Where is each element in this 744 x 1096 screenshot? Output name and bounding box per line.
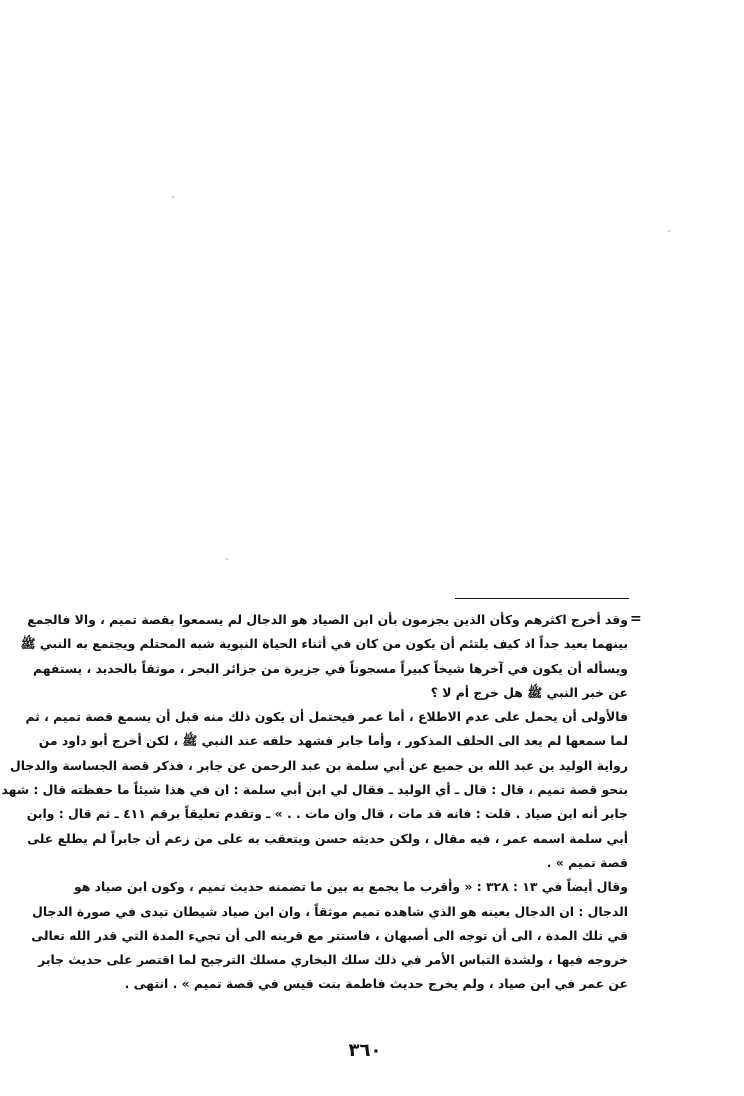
footnote-line: بينهما بعيد جداً اذ كيف يلتئم أن يكون من كان في أثناء الحياة النبوية شبه المحتلم ويجتمع به النبي ﷺ	[20, 636, 628, 652]
scan-speck	[668, 230, 670, 232]
footnote-line: قصة تميم » .	[546, 854, 628, 870]
footnote-line: فالأولى أن يحمل على عدم الاطلاع ، أما عمر فيحتمل أن يكون ذلك منه قبل أن يسمع قصة تميم ، ثم	[25, 709, 628, 725]
footnote-continuation-mark: =	[630, 611, 642, 627]
footnote-line: عن عمر في ابن صياد ، ولم يخرج حديث فاطمة بنت قيس في قصة تميم » . انتهى .	[124, 976, 628, 992]
page-number: ٣٦٠	[348, 1040, 382, 1061]
footnote-line: عن خبر النبي ﷺ هل خرج أم لا ؟	[430, 684, 628, 700]
footnote-separator	[455, 598, 629, 599]
scan-speck	[226, 558, 228, 560]
footnote-line: بنحو قصة تميم ، قال : قال ـ أي الوليد ـ فقال لي ابن أبي سلمة : ان في هذا شيئاً ما حفظته قال : شهد	[1, 782, 628, 798]
footnote-line: رواية الوليد بن عبد الله بن جميع عن أبي سلمة بن عبد الرحمن عن جابر ، فذكر قصة الجساسة والدجال	[9, 757, 628, 773]
footnote-line: جابر أنه ابن صياد . قلت : فانه قد مات ، قال وان مات . . » ـ وتقدم تعليقاً برقم ٤١١ ـ ثم قال : وابن	[26, 806, 628, 822]
footnote-line: وقد أخرج اكثرهم وكأن الذين يجزمون بأن ابن الصياد هو الدجال لم يسمعوا بقصة تميم ، والا فالجمع	[27, 612, 628, 627]
footnote-line: خروجه فيها ، ولشدة التباس الأمر في ذلك سلك البخاري مسلك الترجيح لما اقتصر على حديث جابر	[38, 952, 628, 968]
footnote-line: في تلك المدة ، الى أن توجه الى أصبهان ، فاستتر مع قرينه الى أن تجيء المدة التي قدر الله تعالى	[31, 927, 628, 943]
footnote-line: لما سمعها لم يعد الى الحلف المذكور ، وأما جابر فشهد حلفه عند النبي ﷺ ، لكن أخرج أبو داود من	[38, 733, 628, 749]
scan-speck	[172, 196, 174, 198]
footnote-line: الدجال : ان الدجال بعينه هو الذي شاهده تميم موثقاً ، وان ابن صياد شيطان تبدى في صورة الدجال	[32, 903, 628, 919]
footnote-line: وقال أيضاً في ١٣ : ٣٢٨ : « وأقرب ما يجمع به بين ما تضمنه حديث تميم ، وكون ابن صياد هو	[74, 879, 628, 895]
footnote-line: أبي سلمة اسمه عمر ، فيه مقال ، ولكن حديثه حسن ويتعقب به على من زعم أن جابراً لم يطلع على	[27, 830, 628, 846]
footnote-line: ويسأله أن يكون في آخرها شيخاً كبيراً مسجوناً في جزيرة من جزائر البحر ، موثقاً بالحديد ، يستفهم	[33, 660, 628, 676]
footnote-text-block	[1, 608, 628, 997]
